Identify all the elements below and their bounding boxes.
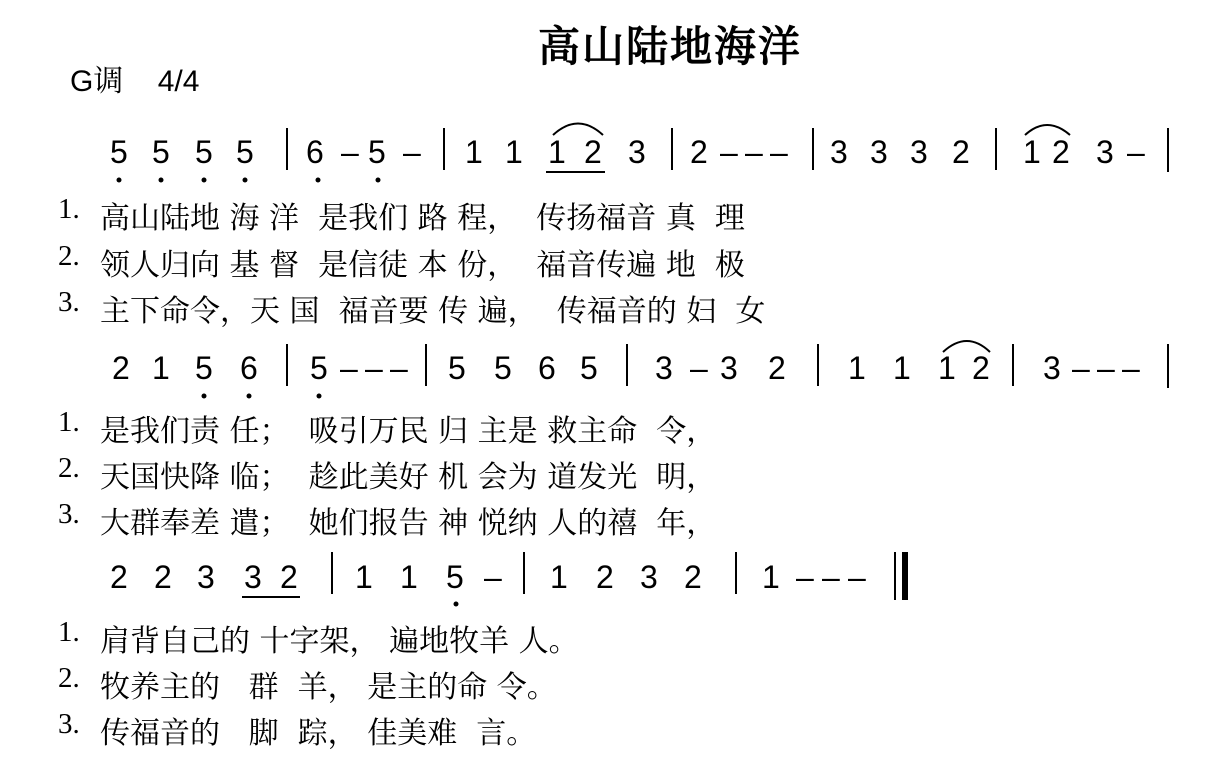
- note: 1: [400, 559, 418, 595]
- system-3: [110, 552, 905, 607]
- verse-number: 2.: [58, 452, 80, 484]
- note: 3: [655, 350, 673, 386]
- note: 2: [110, 559, 128, 595]
- lower-octave-dot: [243, 178, 248, 183]
- note: 6: [240, 350, 258, 386]
- key-signature: G调: [70, 65, 124, 98]
- note: 3: [720, 350, 738, 386]
- note: –: [1097, 350, 1115, 386]
- note: 3: [1096, 134, 1114, 170]
- note: 2: [154, 559, 172, 595]
- note: –: [690, 350, 708, 386]
- note: 5: [195, 134, 213, 170]
- note: 1: [848, 350, 866, 386]
- note: –: [1072, 350, 1090, 386]
- note: 2: [112, 350, 130, 386]
- verse-number: 3.: [58, 708, 80, 740]
- note: –: [1122, 350, 1140, 386]
- note: 5: [580, 350, 598, 386]
- note: 1: [355, 559, 373, 595]
- note: 6: [538, 350, 556, 386]
- note: 5: [448, 350, 466, 386]
- note: –: [822, 559, 840, 595]
- note: 2: [1052, 134, 1070, 170]
- lyric-line: 领人归向 基 督 是信徒 本 份， 福音传遍 地 极: [100, 248, 745, 283]
- note: –: [403, 134, 421, 170]
- note: 1: [762, 559, 780, 595]
- lyric-line: 高山陆地 海 洋 是我们 路 程， 传扬福音 真 理: [100, 201, 745, 236]
- note: 1: [1023, 134, 1041, 170]
- note: 2: [690, 134, 708, 170]
- note: –: [1127, 134, 1145, 170]
- verse-number: 1.: [58, 193, 80, 225]
- note: 6: [306, 134, 324, 170]
- lower-octave-dot: [376, 178, 381, 183]
- note: 3: [628, 134, 646, 170]
- note: 3: [640, 559, 658, 595]
- note: 2: [684, 559, 702, 595]
- note: 2: [280, 559, 298, 595]
- system-2: [112, 341, 1168, 399]
- note: 5: [195, 350, 213, 386]
- song-title: 高山陆地海洋: [538, 22, 803, 71]
- note: 3: [910, 134, 928, 170]
- note: 1: [548, 134, 566, 170]
- note: 3: [1043, 350, 1061, 386]
- time-signature: 4/4: [157, 65, 200, 98]
- note: –: [770, 134, 788, 170]
- note: –: [365, 350, 383, 386]
- note: 1: [465, 134, 483, 170]
- note: 5: [152, 134, 170, 170]
- note: 3: [197, 559, 215, 595]
- lyric-line: 天国快降 临； 趁此美好 机 会为 道发光 明，: [100, 460, 717, 495]
- note: 1: [893, 350, 911, 386]
- lyric-line: 是我们责 任； 吸引万民 归 主是 救主命 令，: [100, 414, 717, 449]
- note: 5: [494, 350, 512, 386]
- verse-number: 3.: [58, 286, 80, 318]
- note: 1: [152, 350, 170, 386]
- note: 5: [110, 134, 128, 170]
- note: 2: [584, 134, 602, 170]
- verse-number: 1.: [58, 616, 80, 648]
- note: 5: [236, 134, 254, 170]
- note: 2: [768, 350, 786, 386]
- note: –: [390, 350, 408, 386]
- note: –: [341, 134, 359, 170]
- lyric-line: 传福音的 脚 踪， 佳美难 言。: [100, 716, 537, 751]
- lower-octave-dot: [202, 394, 207, 399]
- verse-number: 2.: [58, 662, 80, 694]
- verse-number: 3.: [58, 498, 80, 530]
- lower-octave-dot: [317, 394, 322, 399]
- note: 3: [870, 134, 888, 170]
- note: 3: [830, 134, 848, 170]
- system-1: [110, 124, 1168, 183]
- note: 5: [368, 134, 386, 170]
- note: –: [745, 134, 763, 170]
- verse-number: 2.: [58, 240, 80, 272]
- lyric-line: 牧养主的 群 羊， 是主的命 令。: [100, 670, 557, 705]
- lower-octave-dot: [202, 178, 207, 183]
- note: –: [340, 350, 358, 386]
- note: 2: [596, 559, 614, 595]
- lower-octave-dot: [117, 178, 122, 183]
- verse-number: 1.: [58, 406, 80, 438]
- note: –: [848, 559, 866, 595]
- lower-octave-dot: [159, 178, 164, 183]
- lyric-line: 主下命令，天 国 福音要 传 遍， 传福音的 妇 女: [100, 294, 766, 329]
- note: –: [484, 559, 502, 595]
- note: 2: [952, 134, 970, 170]
- note: –: [720, 134, 738, 170]
- lyric-line: 大群奉差 遣； 她们报告 神 悦纳 人的禧 年，: [100, 506, 717, 541]
- lower-octave-dot: [247, 394, 252, 399]
- note: –: [796, 559, 814, 595]
- note: 5: [446, 559, 464, 595]
- note: 1: [550, 559, 568, 595]
- lyric-line: 肩背自己的 十字架， 遍地牧羊 人。: [100, 624, 579, 659]
- lower-octave-dot: [454, 602, 459, 607]
- note: 1: [938, 350, 956, 386]
- note: 3: [244, 559, 262, 595]
- note: 2: [972, 350, 990, 386]
- note: 1: [505, 134, 523, 170]
- note: 5: [310, 350, 328, 386]
- lower-octave-dot: [316, 178, 321, 183]
